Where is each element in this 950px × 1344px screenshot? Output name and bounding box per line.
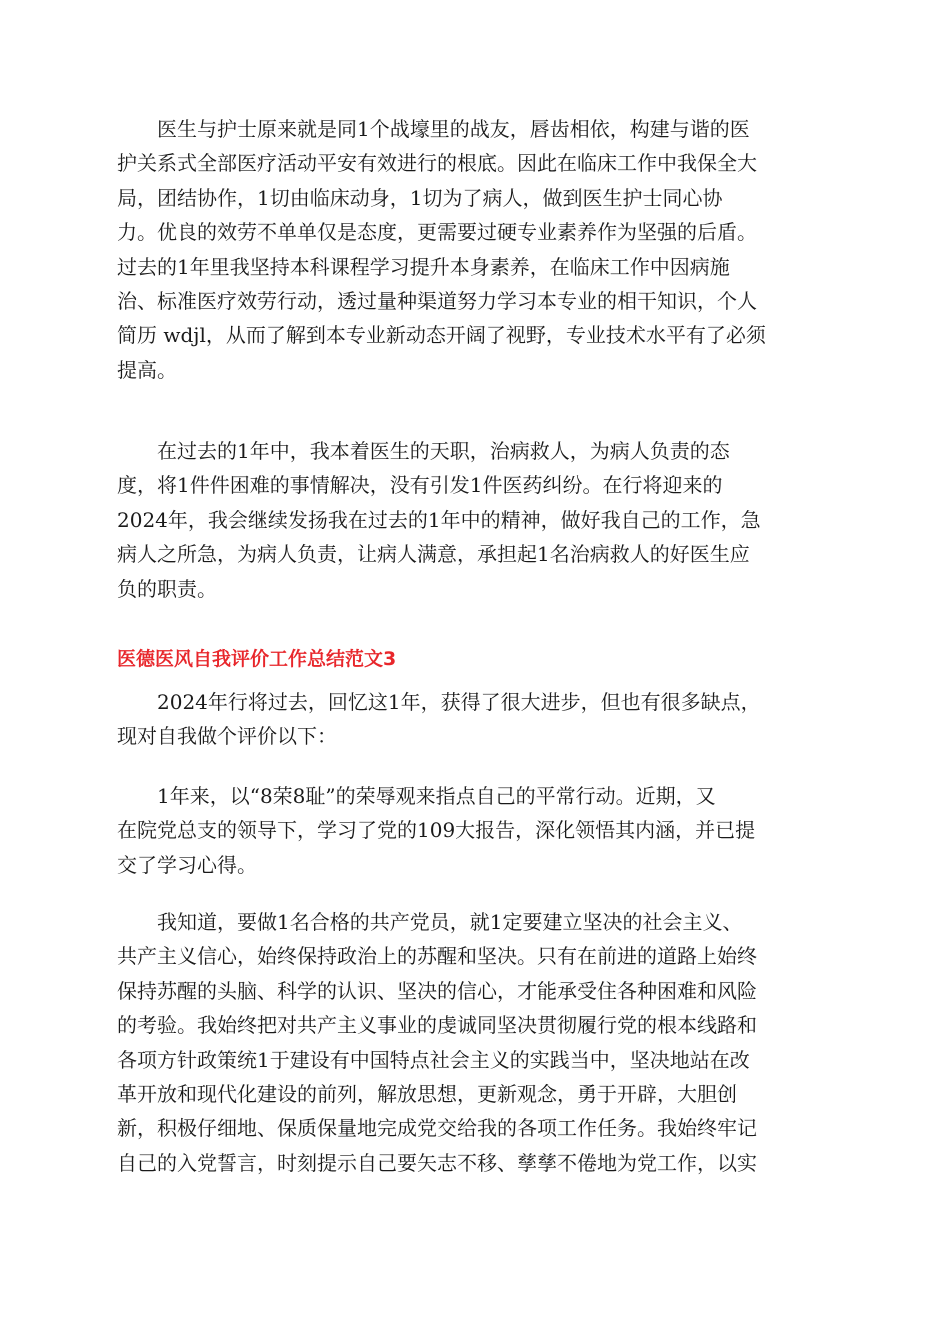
paragraph-party-member: 我知道，要做1名合格的共产党员，就1定要建立坚决的社会主义、 共产主义信心，始终保持政治上的苏醒和坚决。只有在前进的道路上始终 保持苏醒的头脑、科学的认识、坚决的信心，才能承受住各种困难和风险 的考验。我始终把对共产主义事业的虔诚同坚决贯彻履行党的根本线路和 各项方针政策统1于建设有中国特点社会主义的实践当中，坚决地站在改 革开放和现代化建设的前列，解放思想，更新观念，勇于开辟，大胆创 新，积极仔细地、保质保量地完成党交给我的各项工作任务。我始终牢记 自己的入党誓言，时刻提示自己要矢志不移、孳孳不倦地为党工作，以实 [117, 910, 757, 1175]
paragraph-past-year-summary: 在过去的1年中，我本着医生的天职，治病救人，为病人负责的态 度，将1件件困难的事情解决，没有引发1件医药纠纷。在行将迎来的 2024年，我会继续发扬我在过去的1年中的精神，做好我自己的工作，急 病人之所急，为病人负责，让病人满意，承担起1名治病救人的好医生应 负的职责。 [117, 439, 761, 601]
paragraph-intro-2024: 2024年行将过去，回忆这1年，获得了很大进步，但也有很多缺点， 现对自我做个评价以下： [117, 690, 761, 749]
paragraph-doctor-nurse-cooperation: 医生与护士原来就是同1个战壕里的战友，唇齿相依，构建与谐的医 护关系式全部医疗活动平安有效进行的根底。因此在临床工作中我保全大 局，团结协作，1切由临床动身，1切为了病人，做到医生护士同心协 力。优良的效劳不单单仅是态度，更需要过硬专业素养作为坚强的后盾。 过去的1年里我坚持本科课程学习提升本身素养，在临床工作中因病施 治、标准医疗效劳行动，透过量种渠道努力学习本专业的相干知识，个人 简历 wdjl，从而了解到本专业新动态开阔了视野，专业技术水平有了必须 提高。 [117, 117, 766, 382]
section-heading: 医德医风自我评价工作总结范文3 [117, 648, 397, 670]
paragraph-honor-shame: 1年来，以“8荣8耻”的荣辱观来指点自己的平常行动。近期，又 在院党总支的领导下，学习了党的109大报告，深化领悟其内涵，并已提 交了学习心得。 [117, 784, 756, 877]
